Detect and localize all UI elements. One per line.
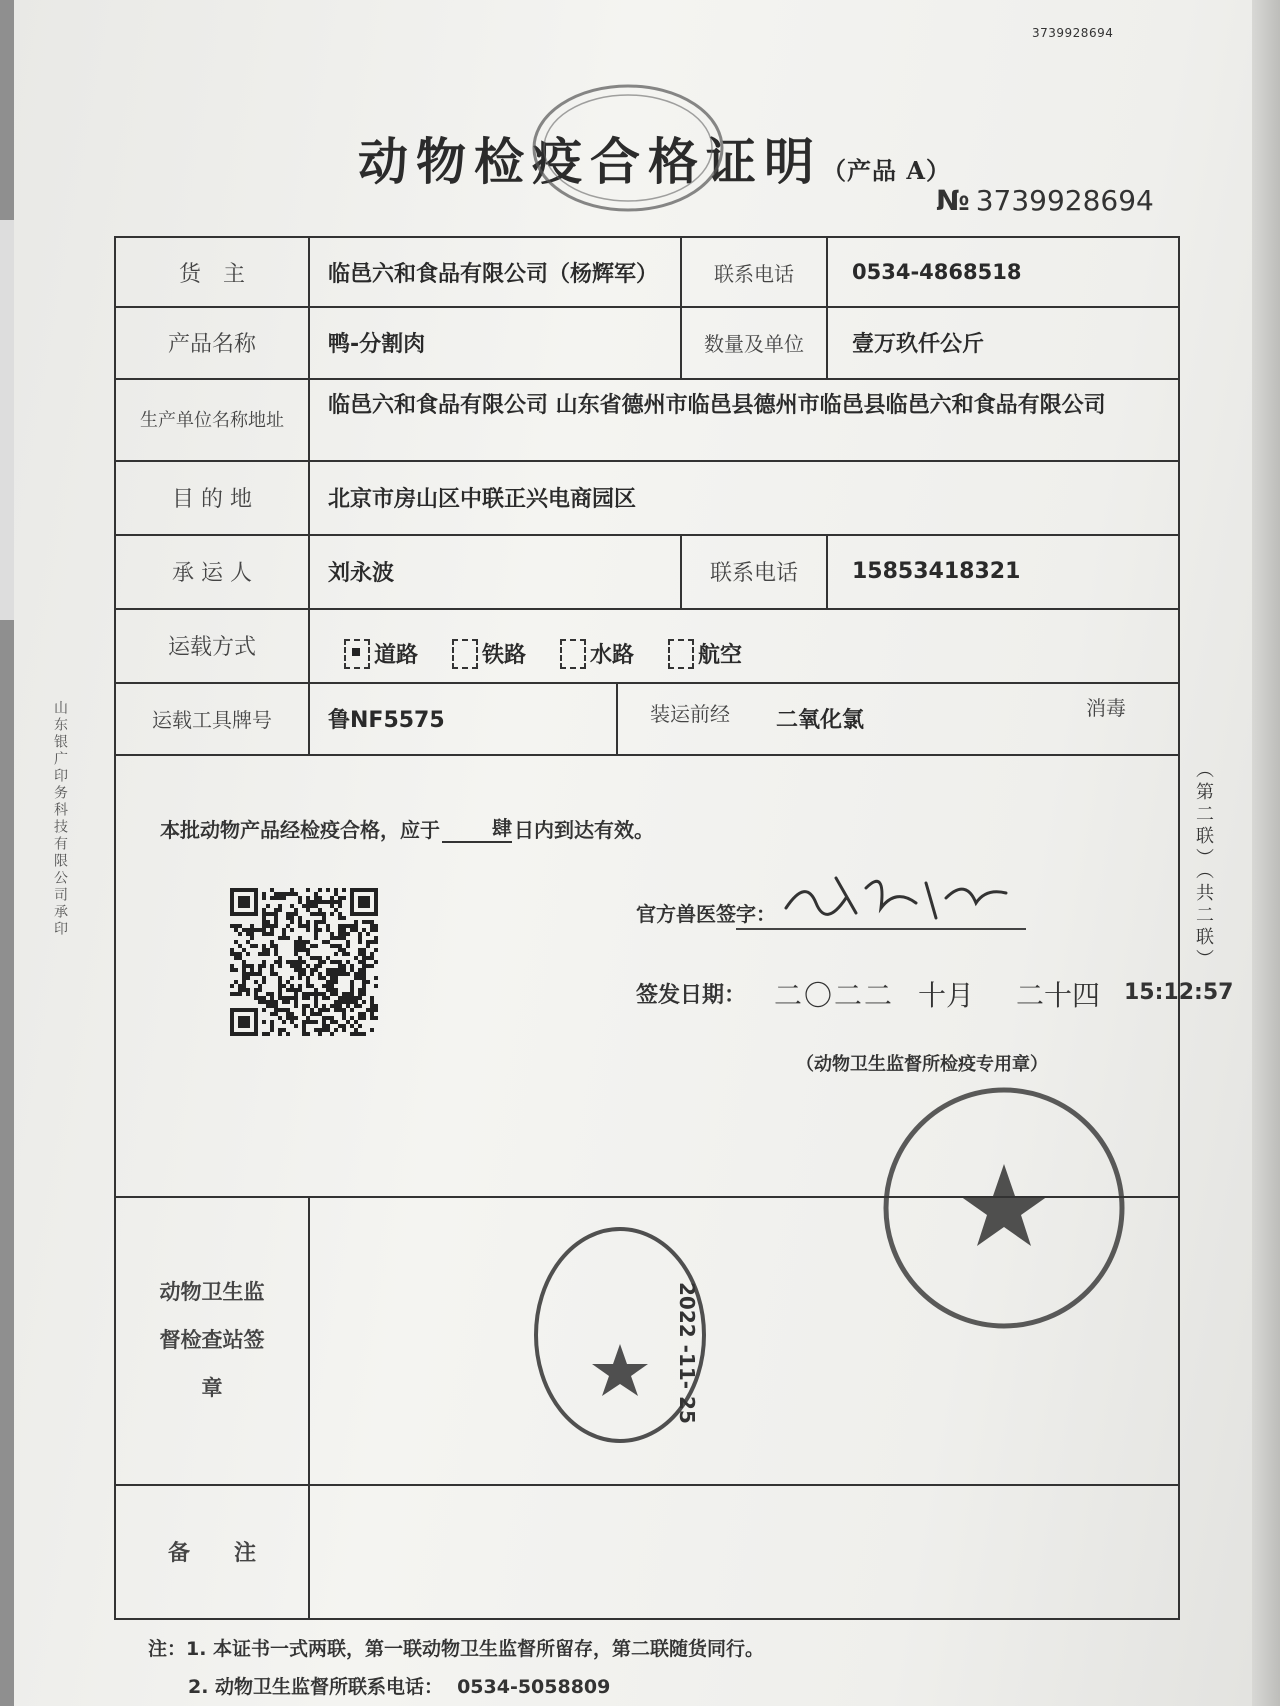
note-1: 注：1. 本证书一式两联，第一联动物卫生监督所留存，第二联随货同行。 [148,1638,765,1660]
remarks-value [328,1484,1168,1618]
signature-line [736,928,1026,930]
validity-suffix: 日内到达有效。 [514,818,654,842]
mid-col-divider [616,682,618,754]
number-value: 3739928694 [975,184,1154,217]
checkbox-icon [560,639,586,669]
mode-label: 水路 [590,643,635,668]
qr-code-icon [230,888,378,1036]
validity-statement [160,812,654,843]
remarks-label: 备 注 [167,1539,256,1566]
transport-mode-label: 运载方式 [167,634,256,660]
vehicle-label: 运载工具牌号 [152,707,272,732]
row-divider [116,754,1178,756]
owner-value: 临邑六和食品有限公司（杨辉军） [328,261,659,287]
disinfect-label: 装运前经 [650,701,730,726]
vehicle-plate: 鲁NF5575 [328,707,445,733]
checkbox-icon [344,639,370,669]
destination-label: 目 的 地 [172,486,252,512]
vet-sign-label: 官方兽医签字： [636,902,776,926]
carrier-label: 承 运 人 [172,560,252,586]
paper-shadow [1252,0,1280,1706]
transport-mode-options [344,638,742,669]
footnotes [148,1630,764,1706]
checkpoint-stamp-date: 2022 -11- 25 [675,1282,699,1424]
issue-date-day: 二十四 [1016,979,1101,1012]
number-prefix: № [936,184,970,217]
label-col-divider [308,1196,310,1618]
mode-label: 道路 [374,643,419,668]
vet-signature-icon [776,858,1016,938]
producer-label: 生产单位名称地址 [140,410,284,431]
checkbox-icon [452,639,478,669]
validity-prefix: 本批动物产品经检疫合格，应于 [160,818,440,842]
mid-col-divider [826,534,828,608]
checkpoint-seal-stamp [530,1222,710,1448]
issue-time: 15:12:57 [1124,980,1234,1005]
note-2 [148,1668,764,1706]
issue-date-year: 二〇二二 [774,979,895,1012]
product-value: 鸭-分割肉 [328,331,426,357]
destination-value: 北京市房山区中联正兴电商园区 [328,486,637,512]
carrier-value: 刘永波 [328,560,395,586]
title-subtitle: （产品 A） [822,156,951,185]
title-text: 动物检疫合格证明 [358,132,822,191]
contact-label: 联系电话 [714,261,794,286]
note-2-text: 2. 动物卫生监督所联系电话： [188,1676,444,1698]
label-col-divider [308,238,310,754]
owner-label: 货 主 [178,261,245,287]
product-label: 产品名称 [167,331,256,357]
quantity-value: 壹万玖仟公斤 [852,331,985,357]
carrier-phone-label: 联系电话 [709,560,798,586]
mode-road [344,638,418,669]
mode-water [560,638,634,669]
checkbox-icon [668,639,694,669]
inspection-seal-stamp [876,1080,1132,1336]
contact-phone: 0534-4868518 [852,260,1022,284]
copy-number: （第二联）（共二联） [1193,760,1214,971]
underlying-page [0,220,14,620]
issue-date-month: 十月 [918,979,975,1012]
mode-label: 航空 [698,643,743,668]
disinfectant-value: 二氧化氯 [776,707,865,733]
stamp-caption: （动物卫生监督所检疫专用章） [796,1054,1048,1075]
disinfect-suffix: 消毒 [1086,695,1126,720]
top-serial-number: 3739928694 [1032,26,1114,40]
certificate-number [936,184,1154,217]
issue-date-label: 签发日期： [636,983,747,1008]
printer-side-text: 山东银广印务科技有限公司承印 [52,700,68,938]
mode-label: 铁路 [482,643,527,668]
title-seal-stamp [528,78,728,218]
carrier-phone-value: 15853418321 [852,558,1021,584]
mode-air [668,638,742,669]
checkpoint-label: 动物卫生监督检查站签章 [159,1279,265,1400]
quantity-label: 数量及单位 [704,331,804,356]
mode-rail [452,638,526,669]
supervision-phone: 0534-5058809 [457,1676,611,1698]
mid-col-divider [826,238,828,378]
producer-value: 临邑六和食品有限公司 山东省德州市临邑县德州市临邑县临邑六和食品有限公司 [328,393,1106,418]
validity-days: 肆 [442,812,512,843]
